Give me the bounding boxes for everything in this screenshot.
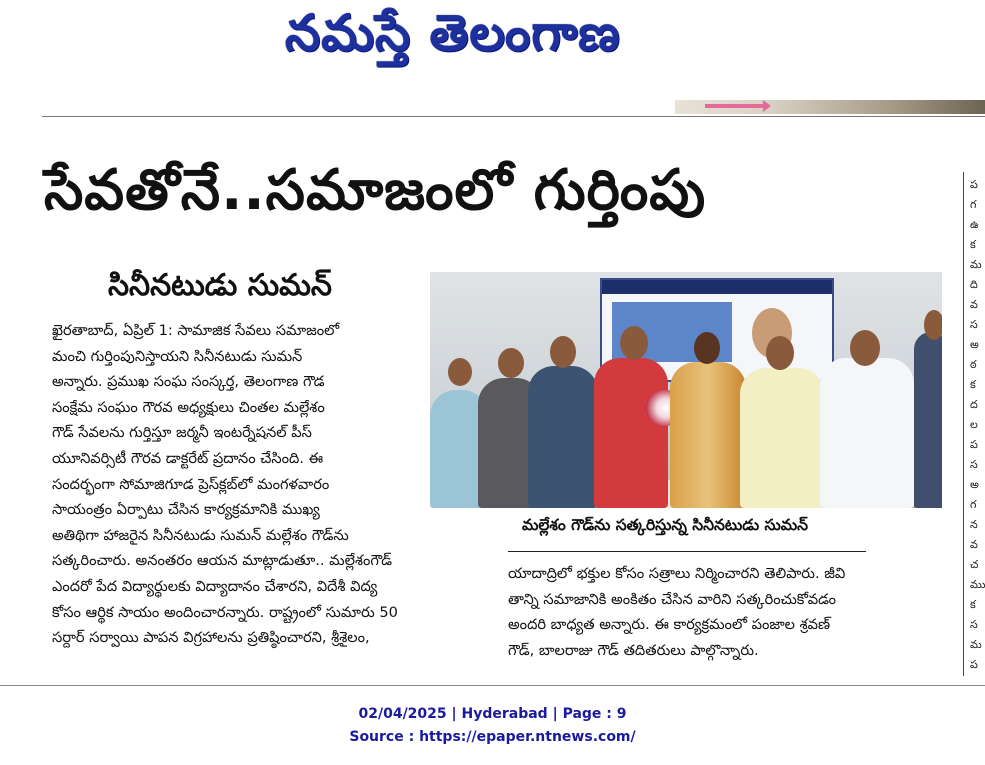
- body-line: గౌడ్ సేవలను గుర్తిస్తూ జర్మనీ ఇంటర్నేషనల్ పీస్: [52, 424, 312, 442]
- body-line: తాన్ని సమాజానికి అంకితం చేసిన వారిని సత్కరించుకోవడం: [508, 590, 837, 608]
- body-line: సాయంత్రం ఏర్పాటు చేసిన కార్యక్రమానికి ముఖ్య: [52, 501, 320, 519]
- caption-divider: [508, 551, 866, 552]
- body-line: ఎందరో పేద విద్యార్థులకు విద్యాదానం చేశారని, విదేశీ విద్య: [52, 577, 378, 595]
- body-line: అందరి బాధ్యత అన్నారు. ఈ కార్యక్రమంలో పంజాల శ్రవణ్: [508, 616, 831, 634]
- body-line: అన్నారు. ప్రముఖ సంఘ సంస్కర్త, తెలంగాణ గౌడ: [52, 373, 325, 391]
- body-line: మంచి గుర్తింపునిస్తాయని సినీనటుడు సుమన్: [52, 347, 303, 365]
- article-headline: సేవతోనే..సమాజంలో గుర్తింపు: [44, 158, 707, 223]
- article-body-left: [52, 318, 482, 651]
- article-subhead: సినీనటుడు సుమన్: [108, 268, 332, 303]
- person: [594, 358, 668, 508]
- body-line: యాదాద్రిలో భక్తుల కోసం సత్రాలు నిర్మించారని తెలిపారు. జీవి: [508, 565, 846, 582]
- masthead-photo-strip: [675, 100, 985, 114]
- article-photo: [430, 272, 942, 508]
- body-line: సంక్షేమ సంఘం గౌరవ అధ్యక్షులు చింతల మల్లేశం: [52, 398, 325, 416]
- person: [740, 368, 824, 508]
- footer-date-page: 02/04/2025 | Hyderabad | Page : 9: [358, 706, 627, 722]
- body-line: అతిథిగా హాజరైన సినీనటుడు సుమన్ మల్లేశం గౌడ్‌ను: [52, 526, 349, 544]
- column-divider: [963, 172, 964, 676]
- person: [820, 358, 914, 508]
- newspaper-logo: నమస్తే తెలంగాణ: [285, 4, 621, 62]
- footer-divider: [0, 685, 985, 686]
- body-line: సర్దార్ సర్వాయి పాపన విగ్రహాలను ప్రతిష్ఠించారని, శ్రీశైలం,: [52, 629, 370, 647]
- person: [670, 362, 746, 508]
- photo-caption: మల్లేశం గౌడ్‌ను సత్కరిస్తున్న సినీనటుడు సుమన్: [522, 516, 809, 534]
- top-divider: [42, 116, 985, 117]
- article-body-right: [508, 561, 928, 663]
- page-footer: [0, 703, 985, 749]
- body-line: యూనివర్సిటీ గౌరవ డాక్టరేట్ ప్రదానం చేసింది. ఈ: [52, 449, 324, 467]
- body-line: సత్కరించారు. అనంతరం ఆయన మాట్లాడుతూ.. మల్లేశంగౌడ్: [52, 552, 392, 570]
- person: [528, 366, 598, 508]
- body-line: కోసం ఆర్థిక సాయం అందించారన్నారు. రాష్ట్రంలో సుమారు 50: [52, 603, 398, 621]
- footer-source: Source : https://epaper.ntnews.com/: [349, 729, 636, 745]
- body-line: గౌడ్, బాలరాజు గౌడ్ తదితరులు పాల్గొన్నారు.: [508, 641, 759, 659]
- arrow-icon: [705, 104, 765, 108]
- adjacent-article-edge: ప గ ఉ క మ ది వ స అ ఠ క ద ల ప స అ గ న వ చ ము క స మ ప: [970, 178, 985, 671]
- body-line: ఖైరతాబాద్, ఏప్రిల్ 1: సామాజిక సేవలు సమాజంలో: [52, 322, 340, 339]
- person: [914, 332, 942, 508]
- body-line: సందర్భంగా సోమాజిగూడ ప్రెస్‌క్లబ్‌లో మంగళవారం: [52, 475, 330, 493]
- masthead: [0, 0, 985, 110]
